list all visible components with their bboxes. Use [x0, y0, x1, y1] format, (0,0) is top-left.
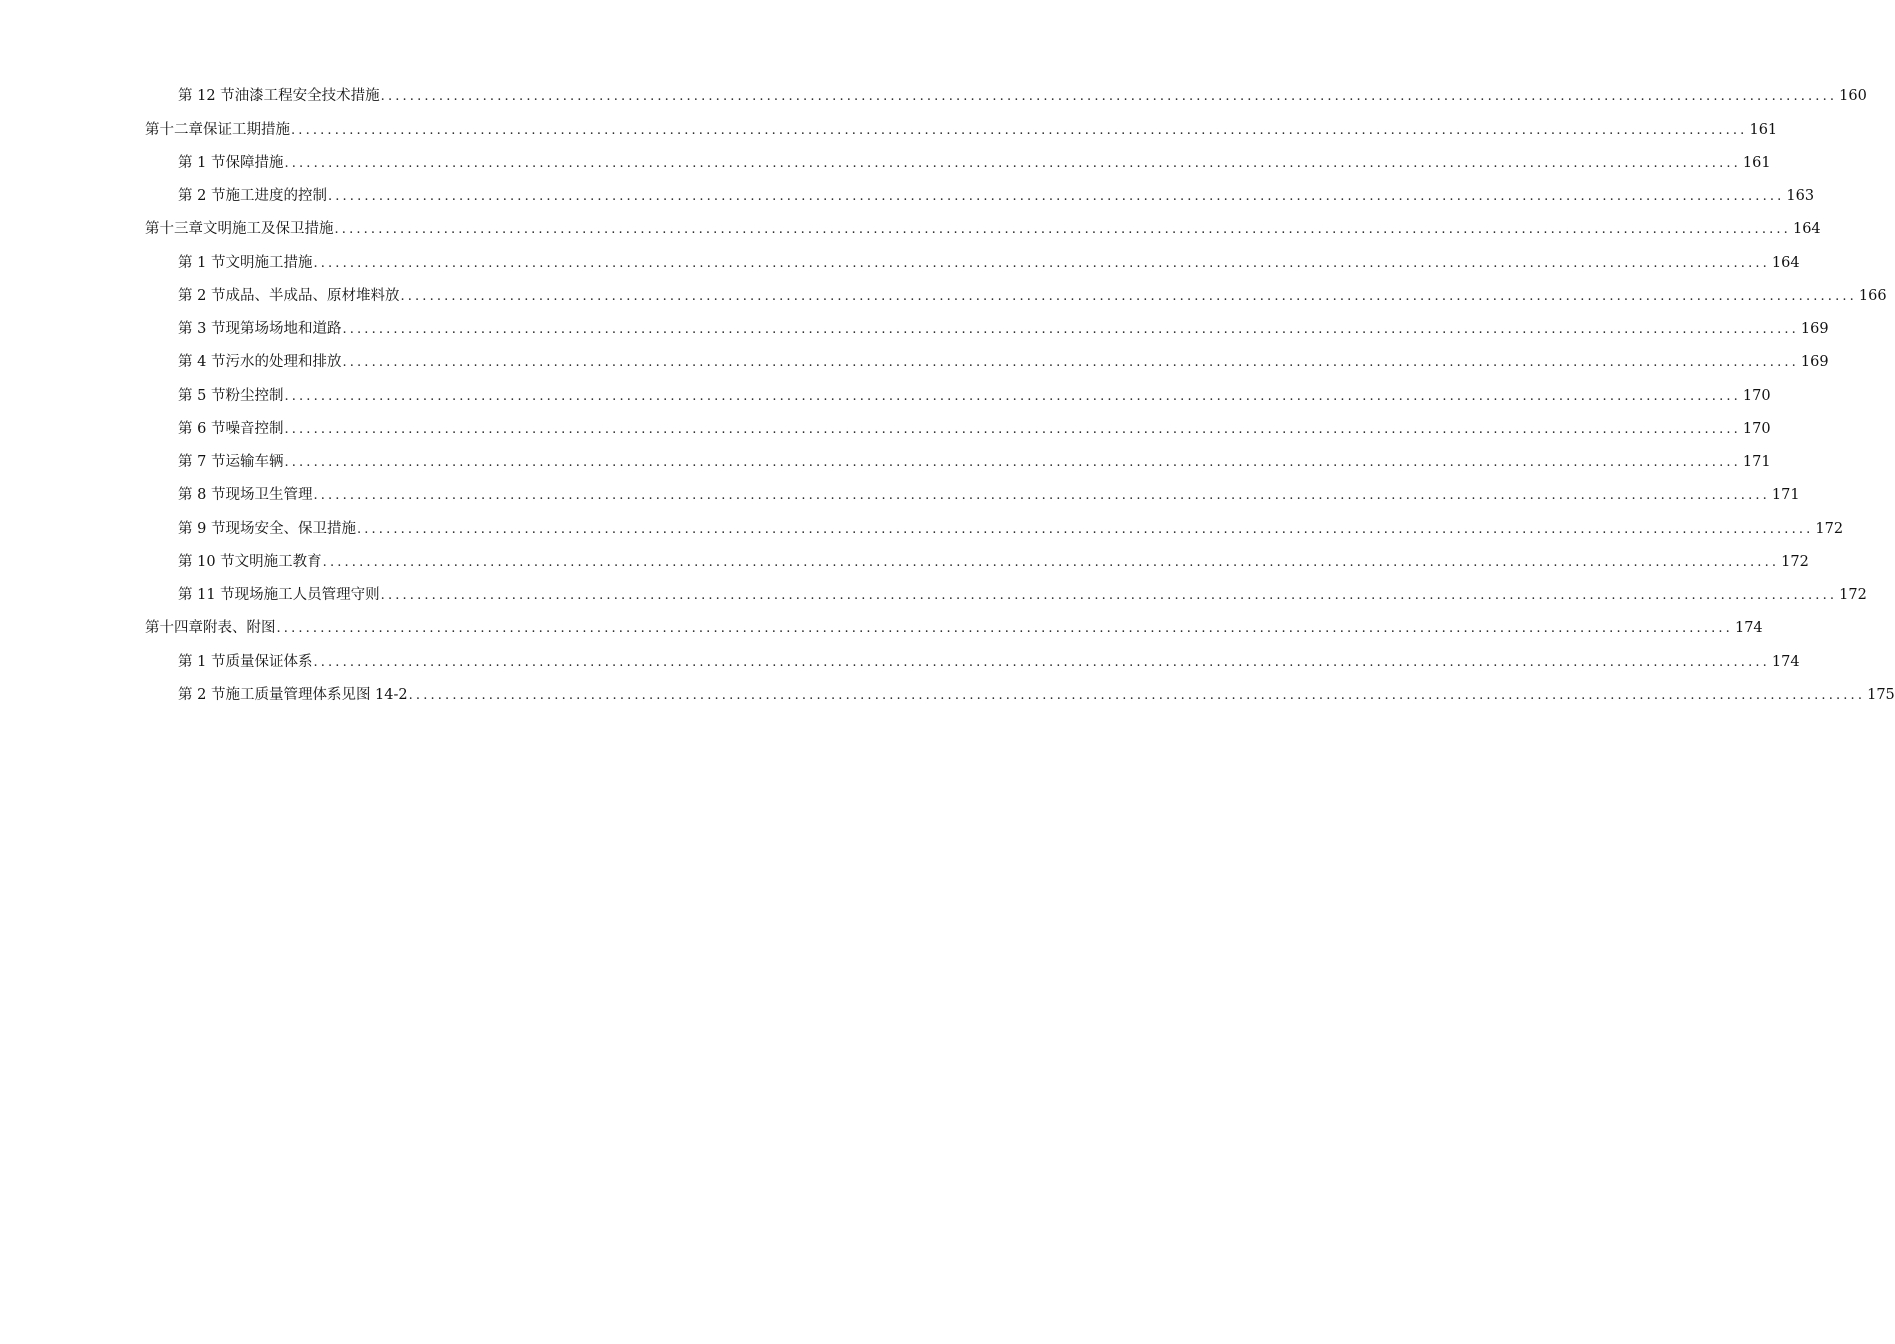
toc-entry-title: 粉尘控制: [225, 387, 284, 404]
toc-page-number: 172: [1781, 553, 1809, 570]
toc-entry-line: [145, 618, 1763, 641]
toc-section-entry[interactable]: [0, 309, 1829, 342]
toc-entry-title: 现第场场地和道路: [225, 321, 342, 337]
toc-page-number: 172: [1839, 587, 1867, 603]
toc-entry-title: 质量保证体系: [225, 653, 313, 670]
toc-page-number: 164: [1771, 254, 1800, 271]
toc-entry-number: 第 1 节: [178, 154, 226, 171]
toc-entry-title: 现场卫生管理: [225, 487, 313, 504]
toc-entry-line: [178, 652, 1800, 675]
toc-page-number: 169: [1800, 354, 1829, 371]
toc-entry-title: 文明施工教育: [234, 553, 322, 570]
toc-entry-title: 施工质量管理体系见图 14-2: [225, 686, 408, 703]
toc-page-number: 170: [1742, 387, 1771, 404]
toc-entry-number: 第 4 节: [178, 354, 226, 371]
toc-entry-line: [178, 253, 1800, 276]
toc-page-number: 161: [1749, 121, 1778, 138]
toc-section-entry[interactable]: [0, 508, 1844, 541]
toc-page-number: 169: [1800, 321, 1829, 337]
toc-dot-leader: ........................................................................................................................................................................................................: [356, 521, 1814, 537]
toc-entry-line: [145, 120, 1778, 143]
toc-dot-leader: ........................................................................................................................................................................................................: [276, 621, 1733, 637]
toc-section-entry[interactable]: [0, 409, 1771, 442]
toc-entry-line: [178, 86, 1867, 109]
toc-entry-number: 第十四章: [145, 620, 203, 637]
toc-entry-line: [178, 452, 1771, 475]
toc-entry-number: 第十二章: [145, 121, 203, 138]
toc-entry-number: 第 9 节: [178, 520, 226, 537]
toc-section-entry[interactable]: [0, 176, 1815, 209]
toc-entry-line: [178, 319, 1829, 342]
toc-section-entry[interactable]: [0, 76, 1867, 109]
toc-dot-leader: ........................................................................................................................................................................................................: [400, 288, 1857, 304]
toc-section-entry[interactable]: [0, 276, 1887, 309]
toc-page-number: 175: [1867, 686, 1895, 703]
toc-page-number: 174: [1734, 620, 1763, 637]
toc-entry-title: 现场施工人员管理守则: [234, 587, 380, 603]
toc-section-entry[interactable]: [0, 242, 1800, 275]
toc-page-number: 164: [1792, 221, 1821, 238]
toc-dot-leader: ........................................................................................................................................................................................................: [342, 322, 1799, 337]
toc-entry-number: 第 8 节: [178, 487, 226, 504]
toc-section-entry[interactable]: [0, 542, 1809, 575]
toc-section-entry[interactable]: [0, 143, 1771, 176]
toc-entry-number: 第 2 节: [178, 686, 226, 703]
toc-dot-leader: ........................................................................................................................................................................................................: [380, 89, 1838, 105]
toc-entry-number: 第 7 节: [178, 454, 226, 470]
toc-entry-line: [178, 685, 1895, 708]
toc-entry-line: [178, 419, 1771, 442]
toc-dot-leader: ........................................................................................................................................................................................................: [342, 355, 1799, 371]
toc-entry-number: 第十三章: [145, 221, 203, 238]
toc-dot-leader: ........................................................................................................................................................................................................: [327, 189, 1785, 204]
toc-page-number: 170: [1742, 420, 1771, 437]
toc-entry-title: 噪音控制: [225, 420, 284, 437]
toc-entry-title: 文明施工及保卫措施: [203, 221, 334, 238]
toc-entry-number: 第 1 节: [178, 653, 226, 670]
toc-entry-line: [178, 352, 1829, 375]
toc-section-entry[interactable]: [0, 375, 1771, 408]
toc-entry-line: [178, 386, 1771, 409]
toc-entry-title: 成品、半成品、原材堆料放: [225, 287, 400, 304]
toc-entry-number: 第 1 节: [178, 254, 226, 271]
toc-dot-leader: ........................................................................................................................................................................................................: [291, 122, 1748, 138]
toc-section-entry[interactable]: [0, 675, 1895, 708]
toc-entry-line: [145, 219, 1821, 242]
toc-entry-title: 污水的处理和排放: [225, 354, 342, 371]
toc-entry-line: [178, 186, 1815, 209]
toc-entry-title: 文明施工措施: [225, 254, 313, 271]
toc-entry-title: 附表、附图: [203, 620, 276, 637]
toc-dot-leader: ........................................................................................................................................................................................................: [284, 421, 1741, 437]
toc-dot-leader: ........................................................................................................................................................................................................: [313, 255, 1770, 271]
toc-entry-title: 保障措施: [225, 154, 284, 171]
toc-entry-number: 第 3 节: [178, 321, 226, 337]
toc-dot-leader: ........................................................................................................................................................................................................: [408, 687, 1866, 703]
toc-entry-title: 施工进度的控制: [225, 188, 327, 204]
toc-dot-leader: ........................................................................................................................................................................................................: [313, 488, 1770, 504]
toc-dot-leader: ........................................................................................................................................................................................................: [322, 554, 1780, 570]
toc-entry-title: 油漆工程安全技术措施: [234, 88, 380, 105]
toc-entry-number: 第 6 节: [178, 420, 226, 437]
toc-entry-line: [178, 153, 1771, 176]
toc-entry-number: 第 11 节: [178, 587, 235, 603]
toc-entry-line: [178, 485, 1800, 508]
toc-entry-title: 运输车辆: [225, 454, 284, 470]
toc-entry-title: 现场安全、保卫措施: [225, 520, 356, 537]
toc-entry-number: 第 2 节: [178, 287, 226, 304]
toc-page-number: 161: [1742, 154, 1771, 171]
toc-dot-leader: ........................................................................................................................................................................................................: [313, 654, 1770, 670]
toc-entry-number: 第 5 节: [178, 387, 226, 404]
toc-chapter-entry[interactable]: [0, 209, 1821, 242]
toc-entry-line: [178, 286, 1887, 309]
toc-entry-number: 第 12 节: [178, 88, 235, 105]
toc-section-entry[interactable]: [0, 575, 1867, 608]
toc-chapter-entry[interactable]: [0, 109, 1778, 142]
toc-dot-leader: ........................................................................................................................................................................................................: [334, 222, 1791, 238]
toc-page-number: 171: [1742, 454, 1771, 470]
toc-dot-leader: ........................................................................................................................................................................................................: [380, 588, 1838, 603]
toc-page-number: 160: [1839, 88, 1867, 105]
toc-dot-leader: ........................................................................................................................................................................................................: [284, 388, 1741, 404]
toc-page-number: 171: [1771, 487, 1800, 504]
toc-entry-line: [178, 519, 1844, 542]
toc-chapter-entry[interactable]: [0, 608, 1763, 641]
toc-section-entry[interactable]: [0, 475, 1800, 508]
toc-section-entry[interactable]: [0, 442, 1771, 475]
toc-dot-leader: ........................................................................................................................................................................................................: [284, 155, 1741, 171]
toc-page-number: 166: [1858, 287, 1887, 304]
toc-entry-line: [178, 585, 1867, 608]
toc-section-entry[interactable]: [0, 342, 1829, 375]
toc-entry-number: 第 2 节: [178, 188, 226, 204]
toc-page-number: 172: [1815, 520, 1844, 537]
toc-page-number: 174: [1771, 653, 1800, 670]
toc-entry-number: 第 10 节: [178, 553, 235, 570]
toc-page-number: 163: [1786, 188, 1815, 204]
toc-entry-line: [178, 552, 1809, 575]
toc-dot-leader: ........................................................................................................................................................................................................: [284, 455, 1741, 470]
toc-entry-title: 保证工期措施: [203, 121, 290, 138]
toc-section-entry[interactable]: [0, 641, 1800, 674]
table-of-contents: [0, 76, 1895, 708]
